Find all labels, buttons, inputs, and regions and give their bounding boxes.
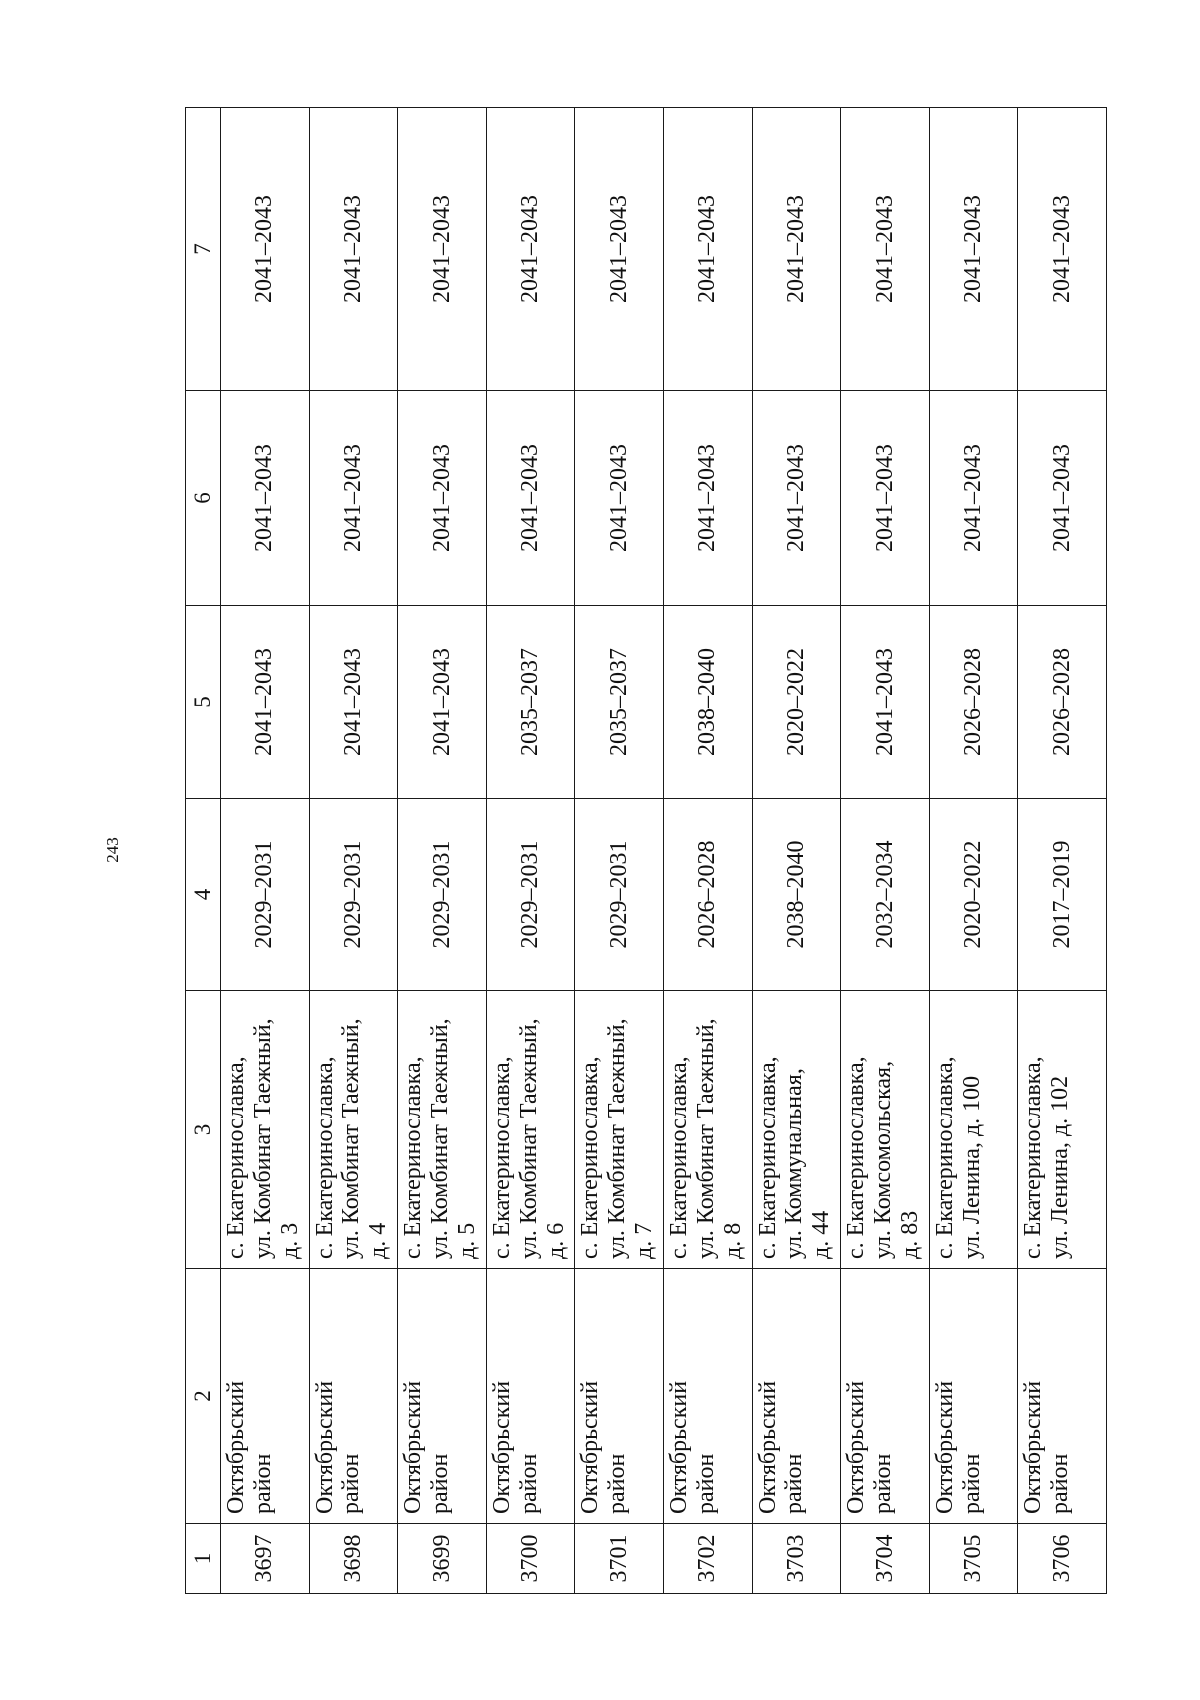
address-line: д. 5 <box>453 1222 480 1259</box>
period-cell-7: 2041–2043 <box>752 108 841 391</box>
column-number-3: 3 <box>186 991 221 1269</box>
period-cell-7: 2041–2043 <box>221 108 310 391</box>
row-number-cell: 3701 <box>575 1524 664 1594</box>
period-cell-4: 2038–2040 <box>752 799 841 991</box>
period-cell-5: 2035–2037 <box>575 606 664 799</box>
row-number-cell: 3698 <box>309 1524 398 1594</box>
district-line: Октябрьский <box>488 1380 515 1514</box>
district-line: Октябрьский <box>665 1380 692 1514</box>
column-number-row <box>186 108 221 1594</box>
district-line: Октябрьский <box>223 1380 249 1514</box>
address-line: ул. Комбинат Таежный, <box>604 1018 631 1259</box>
period-cell-4: 2026–2028 <box>663 799 752 991</box>
address-line: д. 7 <box>631 1222 658 1259</box>
district-cell <box>309 1269 398 1524</box>
district-line: Октябрьский <box>754 1380 781 1514</box>
address-line: ул. Ленина, д. 102 <box>1047 1075 1074 1259</box>
address-line: ул. Комбинат Таежный, <box>427 1018 454 1259</box>
row-number-cell: 3700 <box>486 1524 575 1594</box>
table-stage <box>185 108 1105 1594</box>
period-cell-7: 2041–2043 <box>841 108 930 391</box>
address-line: с. Екатеринославка, <box>754 1056 781 1259</box>
period-cell-7: 2041–2043 <box>1018 108 1107 391</box>
address-line: д. 3 <box>276 1222 303 1259</box>
table-row <box>929 108 1018 1594</box>
column-number-7: 7 <box>186 108 221 391</box>
district-cell <box>1018 1269 1107 1524</box>
address-line: с. Екатеринославка, <box>843 1056 870 1259</box>
period-cell-4: 2029–2031 <box>398 799 487 991</box>
address-line: с. Екатеринославка, <box>665 1056 692 1259</box>
table-row <box>752 108 841 1594</box>
address-line: д. 4 <box>365 1222 392 1259</box>
address-line: с. Екатеринославка, <box>1020 1056 1047 1259</box>
district-line: Октябрьский <box>843 1380 870 1514</box>
column-number-6: 6 <box>186 391 221 606</box>
table-row <box>663 108 752 1594</box>
period-cell-6: 2041–2043 <box>575 391 664 606</box>
period-cell-7: 2041–2043 <box>575 108 664 391</box>
address-line: с. Екатеринославка, <box>488 1056 515 1259</box>
district-cell <box>486 1269 575 1524</box>
table-row <box>221 108 310 1594</box>
row-number-cell: 3706 <box>1018 1524 1107 1594</box>
district-line: район <box>692 1453 719 1514</box>
address-line: с. Екатеринославка, <box>223 1056 249 1259</box>
column-number-4: 4 <box>186 799 221 991</box>
period-cell-6: 2041–2043 <box>663 391 752 606</box>
address-cell <box>309 991 398 1269</box>
address-line: с. Екатеринославка, <box>400 1056 427 1259</box>
address-line: ул. Комбинат Таежный, <box>515 1018 542 1259</box>
table-row <box>841 108 930 1594</box>
period-cell-6: 2041–2043 <box>841 391 930 606</box>
column-number-2: 2 <box>186 1269 221 1524</box>
district-line: район <box>515 1453 542 1514</box>
period-cell-4: 2017–2019 <box>1018 799 1107 991</box>
district-cell <box>752 1269 841 1524</box>
address-cell <box>663 991 752 1269</box>
district-line: район <box>604 1453 631 1514</box>
table-row <box>398 108 487 1594</box>
table-row <box>309 108 398 1594</box>
district-line: Октябрьский <box>1020 1380 1047 1514</box>
district-line: Октябрьский <box>577 1380 604 1514</box>
period-cell-5: 2041–2043 <box>221 606 310 799</box>
row-number-cell: 3702 <box>663 1524 752 1594</box>
period-cell-4: 2029–2031 <box>486 799 575 991</box>
address-line: д. 44 <box>808 1210 835 1259</box>
period-cell-5: 2041–2043 <box>841 606 930 799</box>
district-cell <box>575 1269 664 1524</box>
district-cell <box>398 1269 487 1524</box>
district-line: Октябрьский <box>931 1380 958 1514</box>
period-cell-7: 2041–2043 <box>929 108 1018 391</box>
period-cell-6: 2041–2043 <box>398 391 487 606</box>
district-cell <box>221 1269 310 1524</box>
address-line: д. 83 <box>896 1210 923 1259</box>
period-cell-7: 2041–2043 <box>486 108 575 391</box>
address-cell <box>841 991 930 1269</box>
row-number-cell: 3699 <box>398 1524 487 1594</box>
period-cell-6: 2041–2043 <box>752 391 841 606</box>
district-cell <box>663 1269 752 1524</box>
district-cell <box>841 1269 930 1524</box>
period-cell-4: 2029–2031 <box>309 799 398 991</box>
row-number-cell: 3703 <box>752 1524 841 1594</box>
district-cell <box>929 1269 1018 1524</box>
period-cell-5: 2038–2040 <box>663 606 752 799</box>
district-line: район <box>870 1453 897 1514</box>
period-cell-4: 2020–2022 <box>929 799 1018 991</box>
table-row <box>486 108 575 1594</box>
address-line: ул. Коммунальная, <box>781 1068 808 1259</box>
column-number-5: 5 <box>186 606 221 799</box>
period-cell-6: 2041–2043 <box>929 391 1018 606</box>
period-cell-6: 2041–2043 <box>486 391 575 606</box>
district-line: Октябрьский <box>400 1380 427 1514</box>
period-cell-5: 2041–2043 <box>398 606 487 799</box>
address-line: ул. Ленина, д. 100 <box>958 1075 985 1259</box>
address-line: д. 6 <box>542 1222 569 1259</box>
period-cell-6: 2041–2043 <box>221 391 310 606</box>
rotated-table-frame <box>185 108 1105 1594</box>
address-line: ул. Комбинат Таежный, <box>338 1018 365 1259</box>
address-cell <box>486 991 575 1269</box>
period-cell-7: 2041–2043 <box>398 108 487 391</box>
table-row <box>575 108 664 1594</box>
address-line: д. 8 <box>719 1222 746 1259</box>
address-cell <box>929 991 1018 1269</box>
district-line: район <box>958 1453 985 1514</box>
district-line: район <box>1047 1453 1074 1514</box>
period-cell-5: 2035–2037 <box>486 606 575 799</box>
district-line: район <box>338 1453 365 1514</box>
page-number: 243 <box>103 837 122 863</box>
address-line: ул. Комбинат Таежный, <box>692 1018 719 1259</box>
address-line: ул. Комсомольская, <box>870 1060 897 1259</box>
address-line: ул. Комбинат Таежный, <box>249 1018 276 1259</box>
address-cell <box>398 991 487 1269</box>
address-line: с. Екатеринославка, <box>931 1056 958 1259</box>
address-line: с. Екатеринославка, <box>577 1056 604 1259</box>
address-cell <box>752 991 841 1269</box>
period-cell-4: 2032–2034 <box>841 799 930 991</box>
row-number-cell: 3697 <box>221 1524 310 1594</box>
district-line: Октябрьский <box>311 1380 338 1514</box>
address-cell <box>1018 991 1107 1269</box>
column-number-1: 1 <box>186 1524 221 1594</box>
schedule-table <box>185 107 1107 1594</box>
row-number-cell: 3705 <box>929 1524 1018 1594</box>
period-cell-5: 2026–2028 <box>929 606 1018 799</box>
district-line: район <box>249 1453 276 1514</box>
address-line: с. Екатеринославка, <box>311 1056 338 1259</box>
period-cell-5: 2020–2022 <box>752 606 841 799</box>
period-cell-5: 2041–2043 <box>309 606 398 799</box>
period-cell-6: 2041–2043 <box>309 391 398 606</box>
row-number-cell: 3704 <box>841 1524 930 1594</box>
period-cell-4: 2029–2031 <box>221 799 310 991</box>
table-body <box>221 108 1107 1594</box>
address-cell <box>575 991 664 1269</box>
period-cell-7: 2041–2043 <box>309 108 398 391</box>
period-cell-7: 2041–2043 <box>663 108 752 391</box>
address-cell <box>221 991 310 1269</box>
period-cell-5: 2026–2028 <box>1018 606 1107 799</box>
district-line: район <box>781 1453 808 1514</box>
period-cell-6: 2041–2043 <box>1018 391 1107 606</box>
district-line: район <box>427 1453 454 1514</box>
period-cell-4: 2029–2031 <box>575 799 664 991</box>
table-row <box>1018 108 1107 1594</box>
